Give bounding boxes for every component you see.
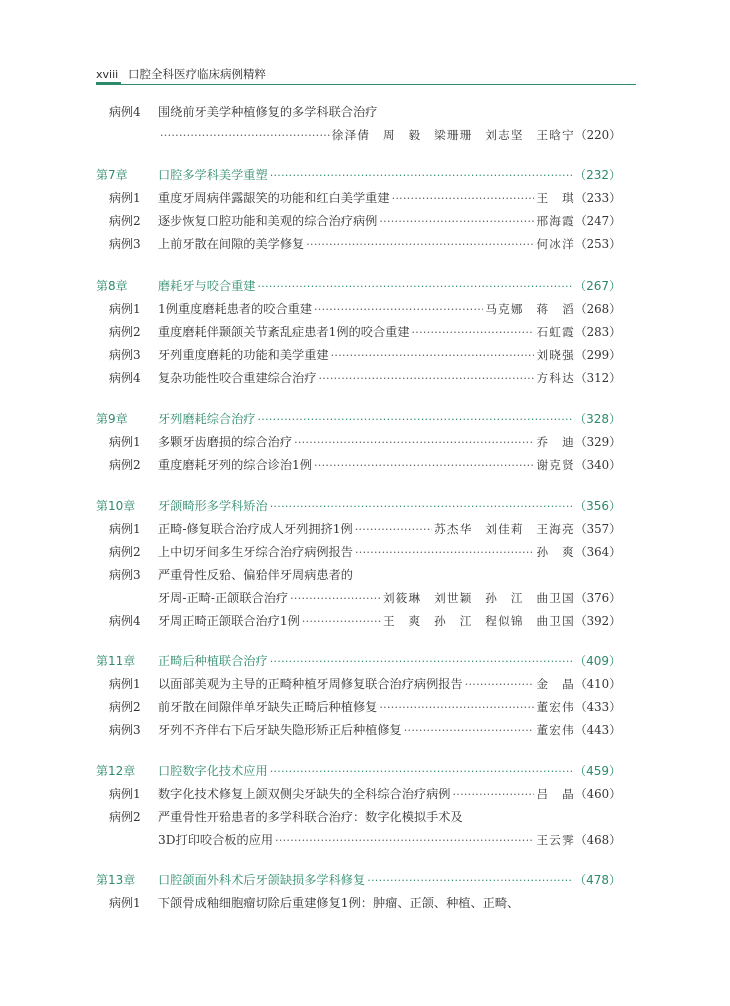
case-label: 病例4	[109, 614, 141, 628]
case-title-line2: 3D打印咬合板的应用	[158, 833, 274, 847]
toc-entry[interactable]	[96, 807, 621, 827]
leader-dots	[314, 300, 483, 320]
case-label: 病例1	[109, 677, 141, 691]
leader-dots	[453, 785, 535, 805]
chapter-page: （356）	[574, 499, 621, 513]
case-page: （433）	[574, 700, 621, 714]
case-authors: 苏杰华 刘佳莉 王海亮	[434, 522, 575, 536]
case-page: （233）	[574, 191, 621, 205]
chapter-title: 口腔数字化技术应用	[158, 764, 268, 778]
leader-dots	[290, 589, 381, 609]
case-title: 数字化技术修复上颌双侧尖牙缺失的全科综合治疗病例	[158, 787, 451, 801]
case-title: 牙列不齐伴右下后牙缺失隐形矫正后种植修复	[158, 723, 402, 737]
leader-dots	[392, 189, 535, 209]
toc-entry[interactable]	[96, 697, 621, 717]
case-authors: 王云霁	[536, 833, 575, 847]
toc-entry[interactable]	[96, 368, 621, 388]
chapter-heading[interactable]	[96, 761, 621, 781]
case-title: 牙周正畸正颌联合治疗1例	[158, 614, 300, 628]
chapter-heading[interactable]	[96, 276, 621, 296]
chapter-title: 口腔颌面外科术后牙颌缺损多学科修复	[158, 873, 366, 887]
chapter-label: 第8章	[96, 279, 128, 293]
chapter-label: 第9章	[96, 412, 128, 426]
toc-entry[interactable]	[96, 519, 621, 539]
case-page: （268）	[574, 302, 621, 316]
case-label: 病例4	[109, 105, 141, 119]
case-title: 牙列重度磨耗的功能和美学重建	[158, 348, 329, 362]
chapter-label: 第11章	[96, 654, 136, 668]
toc-entry[interactable]	[96, 542, 621, 562]
case-label: 病例1	[109, 522, 141, 536]
chapter-heading[interactable]	[96, 165, 621, 185]
case-page: （443）	[574, 723, 621, 737]
leader-dots	[294, 433, 534, 453]
book-title: 口腔全科医疗临床病例精粹	[128, 67, 266, 81]
case-authors: 王 爽 孙 江 程似锦 曲卫国	[382, 614, 575, 628]
toc-entry[interactable]	[96, 784, 621, 804]
toc-entry[interactable]	[96, 455, 621, 475]
chapter-heading[interactable]	[96, 651, 621, 671]
leader-dots	[367, 871, 572, 891]
leader-dots	[355, 520, 432, 540]
leader-dots	[404, 721, 535, 741]
toc-entry[interactable]	[96, 565, 621, 585]
leader-dots	[160, 126, 330, 146]
case-label: 病例1	[109, 191, 141, 205]
toc-entry[interactable]	[96, 188, 621, 208]
chapter-title: 正畸后种植联合治疗	[158, 654, 268, 668]
case-label: 病例2	[109, 700, 141, 714]
case-label: 病例2	[109, 214, 141, 228]
toc-entry[interactable]	[96, 432, 621, 452]
case-authors: 刘晓强	[536, 348, 575, 362]
toc-entry[interactable]	[96, 674, 621, 694]
case-label: 病例1	[109, 896, 141, 910]
case-authors: 乔 迪	[536, 435, 575, 449]
case-page: （329）	[574, 435, 621, 449]
chapter-label: 第12章	[96, 764, 136, 778]
case-label: 病例1	[109, 302, 141, 316]
case-title: 以面部美观为主导的正畸种植牙周修复联合治疗病例报告	[158, 677, 463, 691]
toc-entry[interactable]	[96, 234, 621, 254]
chapter-title: 口腔多学科美学重塑	[158, 168, 268, 182]
leader-dots	[270, 166, 572, 186]
case-label: 病例3	[109, 237, 141, 251]
toc-entry[interactable]	[96, 102, 621, 122]
leader-dots	[412, 323, 535, 343]
case-title: 围绕前牙美学种植修复的多学科联合治疗	[158, 105, 378, 119]
case-title: 下颌骨成釉细胞瘤切除后重建修复1例：肿瘤、正颌、种植、正畸、	[158, 896, 520, 910]
leader-dots	[275, 831, 534, 851]
leader-dots	[355, 543, 534, 563]
case-label: 病例2	[109, 545, 141, 559]
case-page: （376）	[574, 591, 621, 605]
chapter-title: 牙列磨耗综合治疗	[158, 412, 256, 426]
case-page: （357）	[574, 522, 621, 536]
case-authors: 董宏伟	[536, 700, 575, 714]
case-label: 病例2	[109, 458, 141, 472]
header-rule	[96, 84, 636, 85]
toc-entry[interactable]	[96, 299, 621, 319]
case-page: （247）	[574, 214, 621, 228]
case-title: 多颗牙齿磨损的综合治疗	[158, 435, 293, 449]
leader-dots	[379, 212, 534, 232]
toc-entry[interactable]	[96, 211, 621, 231]
case-title: 前牙散在间隙伴单牙缺失正畸后种植修复	[158, 700, 378, 714]
leader-dots	[258, 277, 573, 297]
case-page: （410）	[574, 677, 621, 691]
case-page: （364）	[574, 545, 621, 559]
chapter-heading[interactable]	[96, 409, 621, 429]
chapter-page: （232）	[574, 168, 621, 182]
case-page: （468）	[574, 833, 621, 847]
toc-entry-continuation[interactable]	[96, 830, 621, 850]
case-authors: 徐泽倩 周 毅 梁珊珊 刘志坚 王晗宁	[331, 128, 575, 142]
page-number: xviii	[96, 68, 119, 81]
case-page: （340）	[574, 458, 621, 472]
case-label: 病例3	[109, 348, 141, 362]
case-authors: 方科达	[536, 371, 575, 385]
case-authors: 金 晶	[536, 677, 575, 691]
case-title: 重度磨耗牙列的综合诊治1例	[158, 458, 313, 472]
leader-dots	[302, 612, 381, 632]
chapter-heading[interactable]	[96, 496, 621, 516]
toc-entry[interactable]	[96, 322, 621, 342]
chapter-label: 第7章	[96, 168, 128, 182]
case-authors: 马克娜 蒋 滔	[485, 302, 575, 316]
case-title: 重度牙周病伴露龈笑的功能和红白美学重建	[158, 191, 390, 205]
leader-dots	[331, 346, 535, 366]
case-authors: 石虹霞	[536, 325, 575, 339]
case-authors: 吕 晶	[536, 787, 575, 801]
leader-dots	[270, 497, 572, 517]
case-page: （253）	[574, 237, 621, 251]
chapter-title: 牙颌畸形多学科矫治	[158, 499, 268, 513]
toc-entry[interactable]	[96, 611, 621, 631]
case-title: 复杂功能性咬合重建综合治疗	[158, 371, 317, 385]
case-authors: 何冰洋	[536, 237, 575, 251]
chapter-page: （267）	[574, 279, 621, 293]
leader-dots	[314, 456, 534, 476]
leader-dots	[379, 698, 534, 718]
case-label: 病例2	[109, 810, 141, 824]
case-label: 病例1	[109, 787, 141, 801]
case-page: （392）	[574, 614, 621, 628]
case-authors: 谢克贤	[536, 458, 575, 472]
leader-dots	[270, 652, 572, 672]
case-label: 病例3	[109, 568, 141, 582]
case-title: 严重骨性开𬌗患者的多学科联合治疗：数字化模拟手术及	[158, 810, 463, 824]
case-label: 病例2	[109, 325, 141, 339]
case-title: 重度磨耗伴颞颌关节紊乱症患者1例的咬合重建	[158, 325, 410, 339]
leader-dots	[465, 675, 535, 695]
case-page: （460）	[574, 787, 621, 801]
case-title: 1例重度磨耗患者的咬合重建	[158, 302, 313, 316]
case-title: 正畸-修复联合治疗成人牙列拥挤1例	[158, 522, 353, 536]
case-page: （299）	[574, 348, 621, 362]
case-label: 病例1	[109, 435, 141, 449]
leader-dots	[306, 235, 534, 255]
chapter-page: （478）	[574, 873, 621, 887]
case-label: 病例4	[109, 371, 141, 385]
chapter-label: 第13章	[96, 873, 136, 887]
toc-entry[interactable]	[96, 720, 621, 740]
toc-entry-continuation[interactable]	[96, 588, 621, 608]
chapter-page: （409）	[574, 654, 621, 668]
chapter-label: 第10章	[96, 499, 136, 513]
case-page: （220）	[574, 128, 621, 142]
case-authors: 刘筱琳 刘世颖 孙 江 曲卫国	[382, 591, 575, 605]
chapter-page: （328）	[574, 412, 621, 426]
leader-dots	[258, 410, 573, 430]
case-authors: 王 琪	[536, 191, 575, 205]
case-title: 上中切牙间多生牙综合治疗病例报告	[158, 545, 353, 559]
chapter-page: （459）	[574, 764, 621, 778]
leader-dots	[318, 369, 534, 389]
toc-entry-continuation[interactable]	[96, 125, 621, 145]
running-header	[96, 66, 636, 86]
case-label: 病例3	[109, 723, 141, 737]
toc-entry[interactable]	[96, 345, 621, 365]
case-title: 严重骨性反𬌗、偏𬌗伴牙周病患者的	[158, 568, 353, 582]
toc-entry[interactable]	[96, 893, 621, 913]
case-page: （283）	[574, 325, 621, 339]
chapter-title: 磨耗牙与咬合重建	[158, 279, 256, 293]
case-authors: 邢海霞	[536, 214, 575, 228]
chapter-heading[interactable]	[96, 870, 621, 890]
case-authors: 董宏伟	[536, 723, 575, 737]
case-page: （312）	[574, 371, 621, 385]
case-authors: 孙 爽	[536, 545, 575, 559]
case-title: 上前牙散在间隙的美学修复	[158, 237, 305, 251]
case-title-line2: 牙周-正畸-正颌联合治疗	[158, 591, 289, 605]
leader-dots	[270, 762, 572, 782]
case-title: 逐步恢复口腔功能和美观的综合治疗病例	[158, 214, 378, 228]
